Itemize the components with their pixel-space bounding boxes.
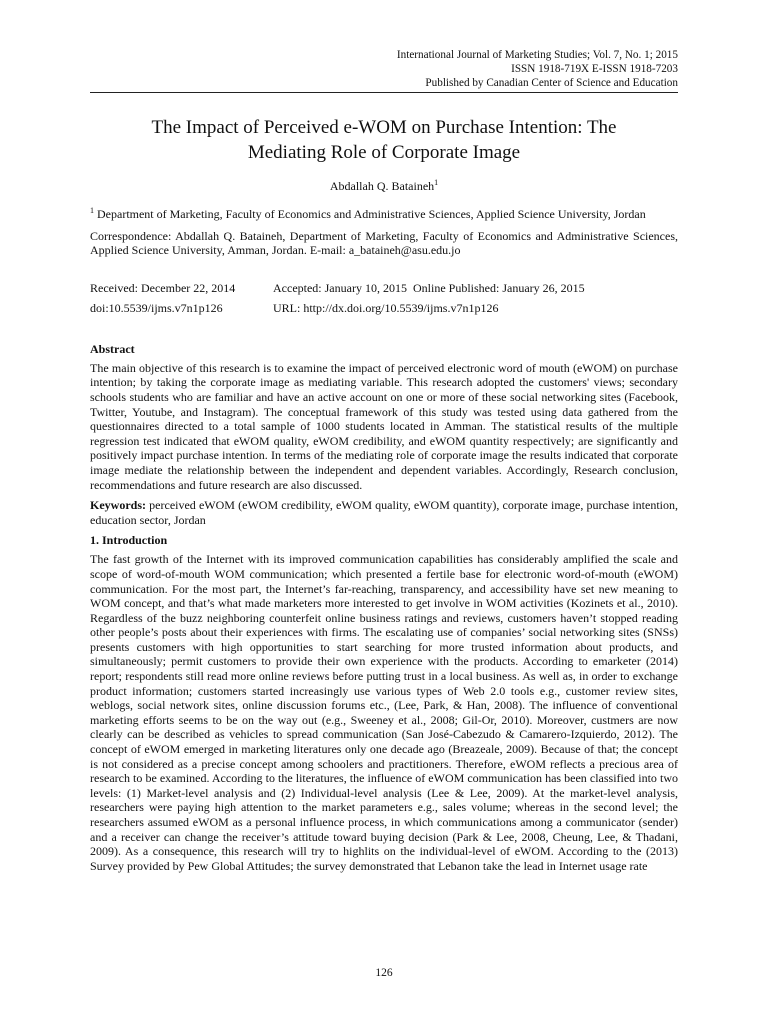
keywords [90, 498, 678, 527]
journal-issn: ISSN 1918-719X E-ISSN 1918-7203 [511, 63, 678, 75]
journal-publisher: Published by Canadian Center of Science and Education [90, 76, 678, 93]
keywords-label: Keywords: [90, 498, 146, 513]
received-date: Received: December 22, 2014 [90, 280, 236, 295]
abstract-heading: Abstract [90, 341, 135, 356]
author-affiliation-mark: 1 [434, 178, 439, 187]
paper-title-line-1: The Impact of Perceived e-WOM on Purchase Intention: The [151, 117, 617, 138]
introduction-text: The fast growth of the Internet with its improved communication capabilities has considerably amplified the scale and scope of word-of-mouth WOM communication; which presented a fertile base for electronic word-of-mouth (eWOM) communication. For the most part, the Internet’s far-reaching, transparency, and accessibility have set new meaning to WOM concept, and that’s what made marketers more interested to get involve in WOM activities (Kozinets et al., 2010). Regardless of the buzz neighboring counterfeit online business ratings and reviews, customers haven’t stopped reading other people’s posts about their experiences with firms. The escalating use of companies’ social networking sites (SNSs) presents customers with high opportunities to start searching for more trusted information about products, and simultaneously; permit customers to provide their own experience with the products. According to emarketer (2014) report; respondents still read more online reviews before putting trust in a local business. As well as, in order to exchange product information; customers started increasingly use various types of Web 2.0 tools e.g., customer review sites, weblogs, social network sites, online discussion forums etc., (Lee, Park, & Han, 2008). The influence of conventional marketing efforts seems to be on the way out (e.g., Sweeney et al., 2008; Gil-Or, 2010). Moreover, custmers are now clearly can be described as vehicles to spread communication (San José-Cabezudo & Camarero-Izquierdo, 2012). The concept of eWOM emerged in marketing literatures only one decade ago (Breazeale, 2009). Because of that; the concept is not considered as a precise concept among schoolers and practitioners. Therefore, eWOM reflects a precious area of research to be examined. According to the literatures, the influence of eWOM communication has been classified into two levels: (1) Market-level analysis and (2) Individual-level analysis (Lee & Lee, 2009). At the market-level analysis, researchers were paying high attention to the market parameters e.g., sales volume; whereas in the second level; the researchers assumed eWOM as a personal influence process, in which communications among a communicator (sender) and a receiver can change the receiver’s attitude toward buying decision (Park & Lee, 2008, Cheung, Lee, & Thadani, 2009). As a consequence, this research will try to highlits on the individual-level of eWOM. According to the (2013) Survey provided by Pew Global Attitudes; the survey demonstrated that Lebanon take the lead in Internet usage rate [90, 552, 678, 873]
page-content [90, 48, 678, 873]
paper-title [90, 115, 678, 165]
doi: doi:10.5539/ijms.v7n1p126 [90, 300, 223, 315]
accepted-date: Accepted: January 10, 2015 [273, 280, 407, 295]
abstract-text: The main objective of this research is to examine the impact of perceived electronic word of mouth (eWOM) on purchase intention; by taking the corporate image as mediating variable. This research adopted the customers' views; secondary schools students who are familiar and have an active account on one or more of these social networking sites (Facebook, Twitter, Youtube, and Instagram). The conceptual framework of this study was tested using data gathered from the questionnaires directed to a total sample of 1000 students located in Amman. The statistical results of the multiple regression test indicated that eWOM quality, eWOM credibility, and eWOM quantity respectively; are significantly and positively impact purchase intention. In terms of the mediating role of corporate image the results indicated that corporate image mediate the relationship between the independent and dependent variables. Accordingly, Research conclusion, recommendations and future research are also discussed. [90, 360, 678, 492]
url-link[interactable]: URL: http://dx.doi.org/10.5539/ijms.v7n1p126 [273, 300, 499, 315]
author-name: Abdallah Q. Bataineh [329, 179, 435, 193]
published-date: Online Published: January 26, 2015 [413, 280, 585, 295]
affiliation-mark: 1 [90, 206, 94, 215]
author-line [90, 178, 678, 194]
affiliation [90, 204, 678, 222]
journal-citation: International Journal of Marketing Studies; Vol. 7, No. 1; 2015 [396, 49, 678, 61]
page-number: 126 [375, 967, 393, 979]
dates-row [90, 278, 678, 298]
publication-dates [90, 278, 678, 318]
journal-header [90, 48, 678, 93]
keywords-text: perceived eWOM (eWOM credibility, eWOM quality, eWOM quantity), corporate image, purchase intention, education sector, Jordan [90, 498, 678, 527]
paper-title-line-2: Mediating Role of Corporate Image [247, 142, 521, 163]
identifiers-row [90, 298, 678, 318]
correspondence: Correspondence: Abdallah Q. Bataineh, Department of Marketing, Faculty of Economics and Administrative Sciences, Applied Science University, Amman, Jordan. E-mail: a_bataineh@asu.edu.jo [90, 228, 678, 258]
introduction-heading: 1. Introduction [90, 533, 168, 548]
affiliation-text: Department of Marketing, Faculty of Economics and Administrative Sciences, Applied Science University, Jordan [94, 207, 646, 221]
